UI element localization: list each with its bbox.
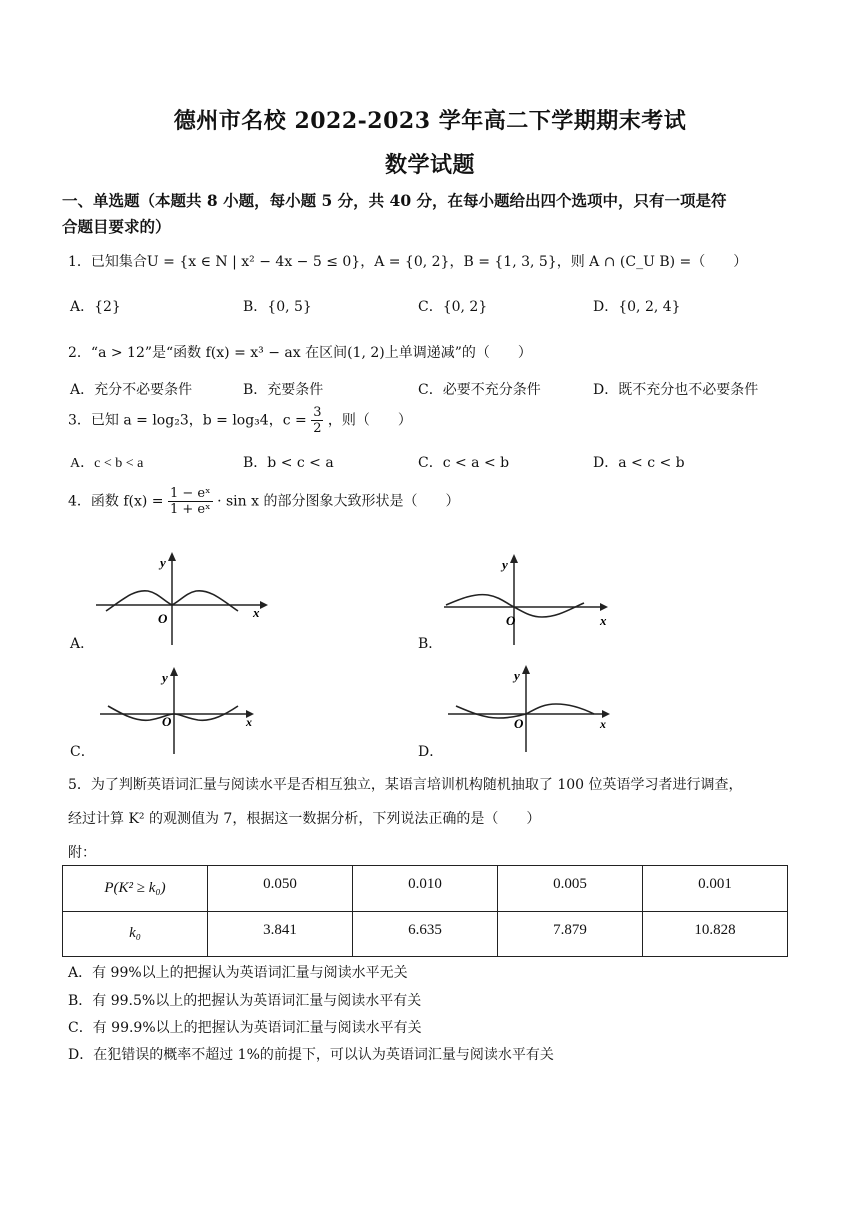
q4-graph-a-origin: O xyxy=(158,611,168,626)
q3-c-numerator: 3 xyxy=(313,405,322,420)
table-cell: 10.828 xyxy=(643,912,788,957)
q4-stem-b: · sin x 的部分图象大致形状是（ ） xyxy=(217,493,460,510)
question-5-line1: 5．为了判断英语词汇量与阅读水平是否相互独立，某语言培训机构随机抽取了 100 位英语学习者进行调查， xyxy=(68,777,743,793)
q4-option-a-label: A． xyxy=(70,636,95,652)
table-header-probability: P(K² ≥ k₀) xyxy=(63,866,208,912)
q2-option-d: D．既不充分也不必要条件 xyxy=(593,382,759,398)
q1-option-c: C．{0, 2} xyxy=(418,299,488,315)
q4-graph-d-y-label: y xyxy=(514,668,520,683)
q4-graph-b-origin: O xyxy=(506,613,516,628)
q2-option-b: B．充要条件 xyxy=(243,382,324,398)
q4-graph-d-origin: O xyxy=(514,716,524,731)
q1-option-d: D．{0, 2, 4} xyxy=(593,299,681,315)
q4-graph-c-origin: O xyxy=(162,714,172,729)
q3-stem-b: ，则（ ） xyxy=(327,412,412,429)
q2-option-c: C．必要不充分条件 xyxy=(418,382,541,398)
section-header-line2: 合题目要求的） xyxy=(62,217,171,236)
exam-title: 德州市名校 2022-2023 学年高二下学期期末考试 xyxy=(173,108,687,134)
table-cell: 0.001 xyxy=(643,866,788,912)
question-4-stem xyxy=(68,486,459,517)
q3-option-a: A．c < b < a xyxy=(70,456,144,471)
question-1-stem: 1．已知集合U = {x ∈ N | x² − 4x − 5 ≤ 0}，A = {0, 2}，B = {1, 3, 5}，则 A ∩ (C_U B) =（ ） xyxy=(68,254,748,270)
q2-option-a: A．充分不必要条件 xyxy=(70,382,193,398)
q4-stem-a: 4．函数 f(x) = xyxy=(68,493,164,510)
q4-graph-a-x-label: x xyxy=(253,605,260,620)
table-cell: 0.010 xyxy=(353,866,498,912)
table-cell: 6.635 xyxy=(353,912,498,957)
table-row xyxy=(63,912,788,957)
q4-graph-c-x-label: x xyxy=(246,715,252,729)
q4-option-c-label: C． xyxy=(70,744,95,760)
question-2-stem: 2．“a > 12”是“函数 f(x) = x³ − ax 在区间(1, 2)上单调递减”的（ ） xyxy=(68,345,532,361)
table-cell: 0.050 xyxy=(208,866,353,912)
q4-graph-b xyxy=(440,545,620,650)
q3-c-fraction xyxy=(311,405,323,436)
q4-option-b-label: B． xyxy=(418,636,443,652)
q4-graph-d-x-label: x xyxy=(600,717,606,731)
q3-option-b: B．b < c < a xyxy=(243,455,334,471)
q5-option-a: A．有 99%以上的把握认为英语词汇量与阅读水平无关 xyxy=(68,965,408,981)
q4-graph-a xyxy=(92,545,272,650)
q4-graph-c xyxy=(92,658,272,758)
critical-value-table xyxy=(62,865,788,957)
table-row xyxy=(63,866,788,912)
q5-option-d: D．在犯错误的概率不超过 1%的前提下，可以认为英语词汇量与阅读水平有关 xyxy=(68,1047,554,1063)
table-header-k0: k₀ xyxy=(63,912,208,957)
q4-graph-a-y-label: y xyxy=(160,555,166,570)
q3-option-c: C．c < a < b xyxy=(418,455,510,471)
q1-option-a: A．{2} xyxy=(70,299,121,315)
q4-graph-b-y-label: y xyxy=(502,557,508,572)
appendix-label: 附： xyxy=(68,845,96,861)
section-header-line1: 一、单选题（本题共 8 小题，每小题 5 分，共 40 分，在每小题给出四个选项中，只有一项是符 xyxy=(62,191,727,210)
exam-subtitle: 数学试题 xyxy=(384,152,475,178)
q4-graph-d xyxy=(444,658,624,758)
q4-graph-b-x-label: x xyxy=(600,613,607,628)
question-3-stem xyxy=(68,405,412,436)
q4-fraction-denominator: 1 + eˣ xyxy=(170,502,211,517)
q3-stem-a: 3．已知 a = log₂3，b = log₃4，c = xyxy=(68,412,307,429)
q4-fraction xyxy=(168,486,213,517)
q5-option-c: C．有 99.9%以上的把握认为英语词汇量与阅读水平有关 xyxy=(68,1020,422,1036)
q3-c-denominator: 2 xyxy=(313,421,322,436)
q3-option-d: D．a < c < b xyxy=(593,455,685,471)
question-5-line2: 经过计算 K² 的观测值为 7，根据这一数据分析，下列说法正确的是（ ） xyxy=(68,811,541,827)
q5-option-b: B．有 99.5%以上的把握认为英语词汇量与阅读水平有关 xyxy=(68,993,422,1009)
q4-graph-c-y-label: y xyxy=(162,670,168,685)
q4-fraction-numerator: 1 − eˣ xyxy=(170,486,211,501)
q1-option-b: B．{0, 5} xyxy=(243,299,312,315)
table-cell: 7.879 xyxy=(498,912,643,957)
table-cell: 3.841 xyxy=(208,912,353,957)
q4-option-d-label: D． xyxy=(418,744,444,760)
table-cell: 0.005 xyxy=(498,866,643,912)
